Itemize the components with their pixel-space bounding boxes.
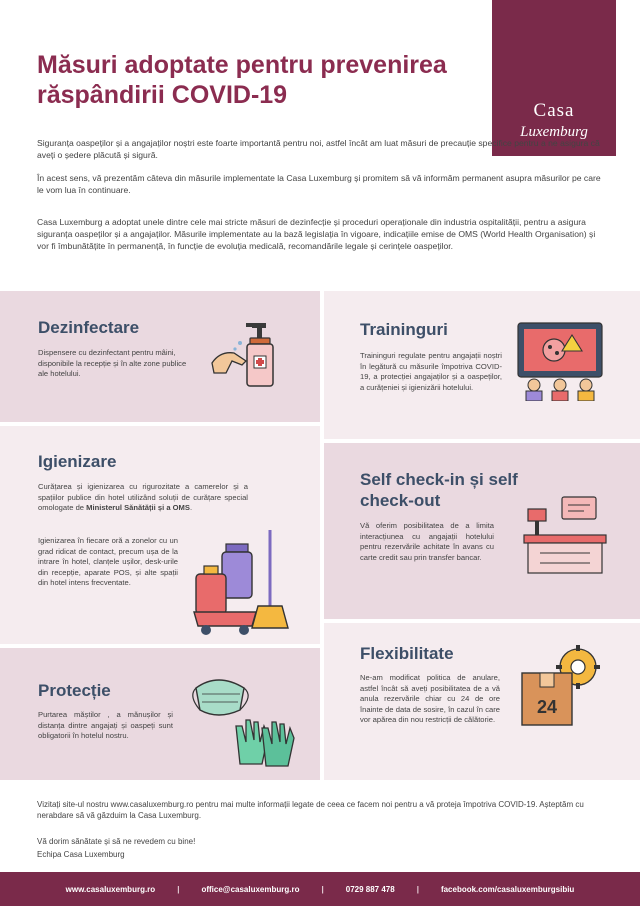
card-text-part: . xyxy=(189,503,193,512)
training-presentation-icon xyxy=(514,319,606,401)
card-title: Igienizare xyxy=(38,452,117,471)
outro-text: Vizitați site-ul nostru www.casaluxemburg.ro pentru mai multe informații legate de ceea ce facem noi pentru a vă proteja împotriva COVID-19. Așteptăm cu nerabdare să vă găzduim la Casa Luxemburg. xyxy=(37,800,584,820)
card-text-2: Igienizarea în fiecare oră a zonelor cu un grad ridicat de contact, precum ușa de la intrare în hotel, clanțele ușilor, desk-urile din recepție, aparate POS, și alte spații din hotel intens frecventate. xyxy=(38,536,178,587)
mask-and-gloves-icon xyxy=(188,666,298,771)
page-title: Măsuri adoptate pentru prevenirea răspândirii COVID-19 xyxy=(37,51,447,109)
card-title: Flexibilitate xyxy=(360,644,454,663)
24h-box-gear-icon xyxy=(516,643,606,733)
reception-desk-icon xyxy=(520,493,610,583)
logo-casa-text: Casa xyxy=(533,100,575,121)
footer-bar xyxy=(0,872,640,906)
outro-wish: Vă dorim sănătate și să ne revedem cu bine! xyxy=(37,837,196,846)
footer-separator: | xyxy=(321,884,324,894)
footer-separator: | xyxy=(177,884,180,894)
logo-luxemburg-text: Luxemburg xyxy=(520,124,588,140)
card-text: Purtarea măștilor , a mănușilor și distanța dintre angajați și oaspeți sunt obligatorii în hotelul nostru. xyxy=(38,710,173,740)
card-text: Traininguri regulate pentru angajații noștri în legătură cu măsurile împotriva COVID-19, a protecției angajaților și a oaspeților, a curățeniei și igienizării hotelului. xyxy=(360,351,502,392)
card-text-bold: Ministerul Sănătății și a OMS xyxy=(86,503,190,512)
card-text xyxy=(38,482,248,514)
footer-phone[interactable]: 0729 887 478 xyxy=(345,884,395,894)
card-text: Dispensere cu dezinfectant pentru mâini, disponibile la recepție și în alte zone publice ale hotelului. xyxy=(38,348,187,378)
intro-paragraph-2: În acest sens, vă prezentăm câteva din măsurile implementate la Casa Luxemburg și promitem să vă informăm permanent asupra măsurilor pe care le vom lua în continuare. xyxy=(37,173,601,195)
footer-email-link[interactable]: office@casaluxemburg.ro xyxy=(201,884,300,894)
footer-website-link[interactable]: www.casaluxemburg.ro xyxy=(65,884,156,894)
logo xyxy=(492,0,616,156)
card-traininguri xyxy=(324,291,640,439)
card-flexibilitate xyxy=(324,623,640,780)
hand-sanitizer-icon xyxy=(210,321,290,391)
footer-facebook-link[interactable]: facebook.com/casaluxemburgsibiu xyxy=(440,884,575,894)
card-text: Vă oferim posibilitatea de a limita interacțiunea cu angajații hotelului pentru rezervările achitate în avans cu carte credit sau prin transfer bancar. xyxy=(360,521,494,562)
card-dezinfectare xyxy=(0,291,320,422)
cleaning-supplies-icon xyxy=(190,526,300,636)
card-title: Traininguri xyxy=(360,320,448,339)
card-text-part: Curățarea și igienizarea cu rigurozitate a camerelor și a spațiilor publice din hotel utilizând soluții de curățare special omologate de xyxy=(38,482,248,512)
card-igienizare xyxy=(0,426,320,644)
card-text: Ne-am modificat politica de anulare, astfel încât să aveți posibilitatea de a vă anula rezervările chiar cu 24 de ore înainte de data de sosire, în cazul în care vor apărea din nou restricții de călătorie. xyxy=(360,673,500,724)
card-title: Dezinfectare xyxy=(38,318,140,337)
card-protectie xyxy=(0,648,320,780)
card-title: Self check-in și self check-out xyxy=(360,470,518,510)
clock-label: 24 xyxy=(536,697,558,717)
intro-paragraph-3: Casa Luxemburg a adoptat unele dintre cele mai stricte măsuri de dezinfecție și proceduri operaționale din industria ospitalității, pentru a asigura siguranța oaspeților și a angajaților. Măsurile implementate au la bază legislația în vigoare, indicațiile emise de OMS (World Health Organisation) și vor fi îmbunătățite în permanență, în funcție de evoluția medicală, recomandările legale și cerințele oaspeților. xyxy=(37,217,596,251)
outro-signature: Echipa Casa Luxemburg xyxy=(37,850,125,859)
card-title: Protecție xyxy=(38,681,111,700)
intro-paragraph-1: Siguranța oaspeților și a angajaților noștri este foarte importantă pentru noi, astfel încât am luat măsuri de precauție specifice pentru a ne asigura că aveți o ședere plăcută și sigură. xyxy=(37,138,600,160)
card-self-check xyxy=(324,443,640,619)
footer-separator: | xyxy=(416,884,419,894)
